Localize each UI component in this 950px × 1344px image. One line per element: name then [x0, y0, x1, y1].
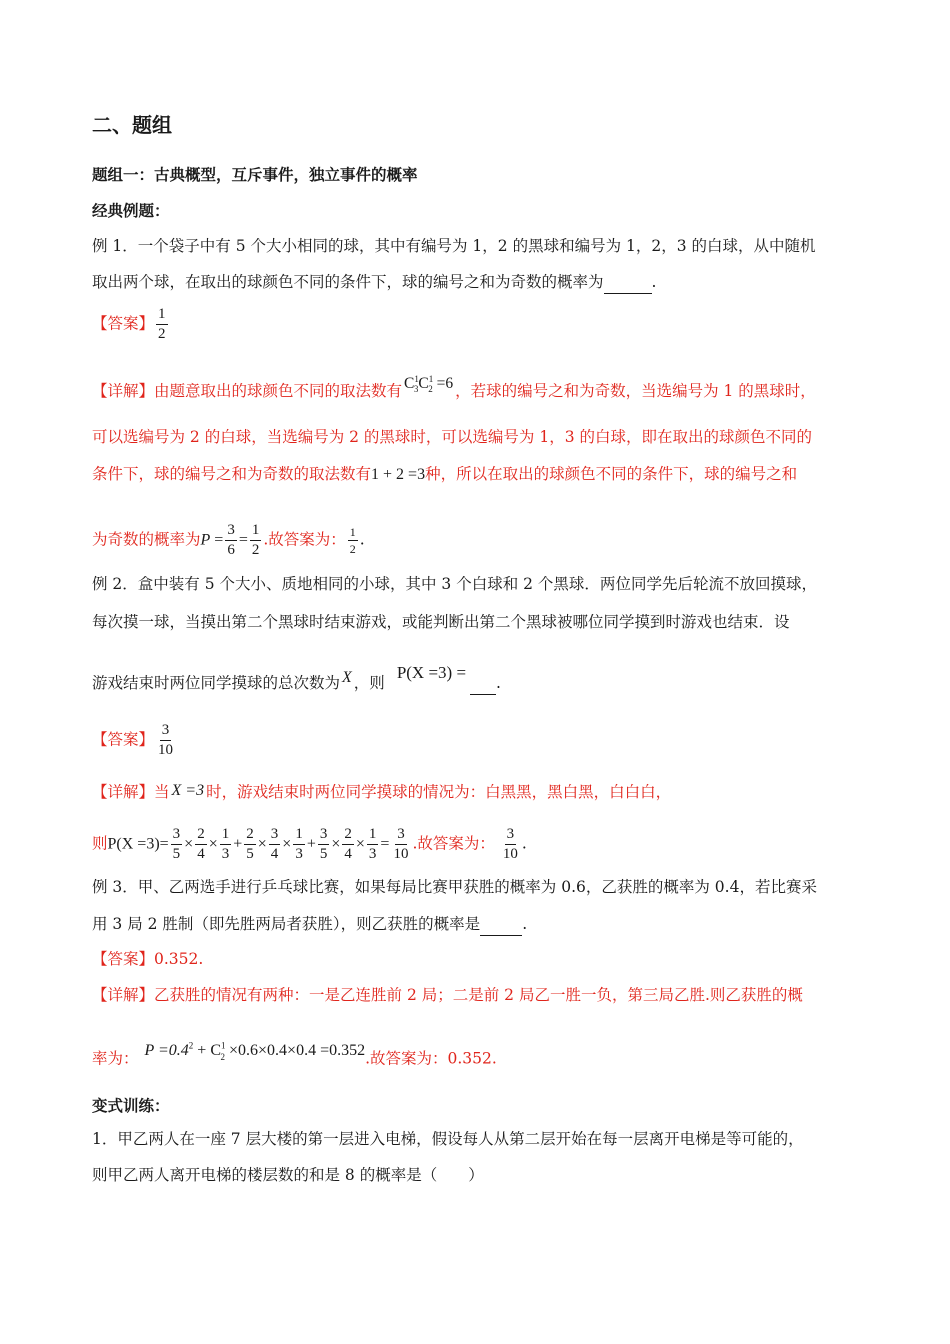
frac-num: 2: [244, 826, 256, 845]
fraction: [501, 826, 520, 863]
ex2-line2: 每次摸一球，当摸出第二个黑球时结束游戏，或能判断出第二个黑球被哪位同学摸到时游戏也结束．设: [92, 613, 790, 631]
detail-text: 为奇数的概率为: [92, 530, 201, 549]
ex2-text: ，则: [353, 674, 385, 692]
frac-num: 2: [342, 826, 354, 845]
frac-den: 4: [344, 846, 352, 862]
ex3-detail-line1: [92, 984, 803, 1006]
frac-den: 10: [502, 846, 518, 862]
ex1-detail-line4: 为奇数的概率为P = $\frac{3}{6}$ = $\frac{1}{2}$ .故答案为： $\frac{1}{2}$ .: [92, 522, 365, 558]
detail-text: 则: [92, 834, 108, 853]
ex3-line2-end: .: [522, 915, 528, 933]
condition-expression: X =3: [171, 782, 205, 799]
answer-blank: [470, 672, 496, 695]
ex1-line2-end: .: [651, 273, 657, 291]
ex2-line1: 例 2．盒中装有 5 个大小、质地相同的小球，其中 3 个白球和 2 个黑球．两位同学先后轮流不放回摸球，: [92, 575, 817, 593]
frac-num: 3: [225, 522, 237, 541]
fraction: [220, 826, 232, 863]
probability-expression: P(X =3) =: [396, 663, 467, 682]
frac-num: 3: [395, 826, 407, 845]
probability-expression: P(X =3)=: [107, 835, 169, 853]
detail-label: 【详解】: [92, 783, 155, 801]
frac-den: 3: [295, 846, 303, 862]
detail-text: 率为：: [92, 1049, 139, 1068]
frac-den: 6: [227, 542, 235, 558]
fraction: [195, 826, 207, 863]
answer-blank: [604, 271, 652, 294]
fraction: [391, 826, 410, 863]
prob-symbol: P: [200, 531, 211, 549]
answer-value: 0.352.: [154, 950, 204, 968]
ex2-answer: [92, 722, 177, 759]
ex3-detail-line2: [92, 1043, 497, 1076]
ex2-answer-fraction: [156, 722, 175, 759]
ex2-end: .: [496, 674, 501, 692]
variant-label: 变式训练：: [92, 1096, 170, 1115]
sum-expression: 1 + 2 =3: [371, 466, 426, 483]
frac-den: 5: [172, 846, 181, 862]
ex2-line3: [92, 663, 501, 695]
fraction: [293, 826, 305, 863]
fraction: [244, 826, 256, 863]
detail-text: 时，游戏结束时两位同学摸球的情况为：白黑黑，黑白黑，白白白，: [206, 783, 672, 801]
fraction: [225, 522, 237, 559]
answer-label: 【答案】: [92, 950, 155, 968]
detail-label: 【详解】: [92, 986, 155, 1004]
section-title: 二、题组: [92, 113, 172, 137]
detail-text: ，若球的编号之和为奇数，当选编号为 1 的黑球时，: [455, 382, 816, 401]
fraction: [171, 826, 183, 863]
frac-den: 2: [158, 326, 166, 342]
ex3-line2: [92, 913, 527, 936]
fraction: [318, 826, 330, 863]
frac-den: 4: [197, 846, 205, 862]
group-title: 题组一：古典概型，互斥事件，独立事件的概率: [92, 165, 418, 184]
detail-text: .故答案为：: [412, 834, 495, 853]
ex3-line1: 例 3．甲、乙两选手进行乒乓球比赛，如果每局比赛甲获胜的概率为 0.6，乙获胜的概率为 0.4，若比赛采: [92, 878, 817, 896]
formula-part: P =0.4: [144, 1042, 189, 1060]
ex2-detail-line2: 则P(X =3)= $\frac{3}{5}$ × $\frac{2}{4}$ × $\frac{1}{3}$ + $\frac{2}{5}$ × $\frac{3}{4}$ × $\frac{1}{3}$ + $\frac{3}{5}$ × $\frac{2}{4}$ × $\frac{1}{3}$ = $\frac{3}{10}$ .故答案为： $\frac{3}{10}$ .: [92, 826, 527, 862]
detail-text: 条件下，球的编号之和为奇数的取法数有: [92, 465, 372, 483]
fraction: [348, 525, 358, 556]
answer-blank: [480, 913, 522, 936]
frac-num: 1: [349, 525, 356, 539]
ex1-line2-text: 取出两个球，在取出的球颜色不同的条件下，球的编号之和为奇数的概率为: [92, 273, 604, 291]
frac-num: 2: [195, 826, 207, 845]
frac-num: 3: [269, 826, 281, 845]
ex1-detail-line2: 可以选编号为 2 的白球，当选编号为 2 的黑球时，可以选编号为 1，3 的白球，即在取出的球颜色不同的: [92, 428, 813, 446]
probability-formula: $P =0.4^2 + C^1_2 \times 0.6\times 0.4\times 0.4 =0.352$: [144, 1041, 366, 1062]
v1-line1: 1．甲乙两人在一座 7 层大楼的第一层进入电梯，假设每人从第二层开始在每一层离开电梯是等可能的，: [92, 1130, 804, 1148]
frac-den: 2: [349, 542, 356, 556]
frac-num: 3: [505, 826, 517, 845]
frac-den: 3: [221, 846, 230, 862]
detail-text: 种，所以在取出的球颜色不同的条件下，球的编号之和: [425, 465, 798, 483]
detail-end: .: [359, 530, 365, 549]
combination-expression: $C^1_3C^1_2 =6$: [404, 374, 454, 395]
frac-num: 3: [318, 826, 330, 845]
fraction: [250, 522, 262, 559]
frac-num: 3: [160, 722, 172, 741]
fraction: [269, 826, 281, 863]
fraction: [367, 826, 379, 863]
frac-den: 4: [270, 846, 279, 862]
combination-result: =6: [436, 375, 454, 393]
detail-text: 由题意取出的球颜色不同的取法数有: [154, 382, 403, 401]
ex1-line1: 例 1．一个袋子中有 5 个大小相同的球，其中有编号为 1，2 的黑球和编号为 1，2，3 的白球，从中随机: [92, 237, 816, 255]
v1-line2: 则甲乙两人离开电梯的楼层数的和是 8 的概率是（ ）: [92, 1166, 484, 1184]
frac-num: 1: [293, 826, 305, 845]
frac-den: 2: [251, 542, 260, 558]
ex2-detail-line1: [92, 781, 671, 804]
answer-label: 【答案】: [92, 314, 155, 333]
frac-den: 5: [319, 846, 328, 862]
ex1-answer-fraction: [156, 306, 168, 343]
detail-text: .故答案为：0.352.: [365, 1049, 497, 1068]
ex1-detail-line1: [92, 376, 816, 408]
ex1-answer: [92, 306, 170, 343]
fraction: [342, 826, 354, 863]
classic-label: 经典例题：: [92, 201, 170, 220]
random-variable: X: [342, 669, 352, 686]
frac-den: 3: [368, 846, 377, 862]
ex2-text: 游戏结束时两位同学摸球的总次数为: [92, 674, 341, 692]
detail-label: 【详解】: [92, 382, 155, 401]
frac-num: 1: [250, 522, 262, 541]
detail-text: .故答案为：: [263, 530, 346, 549]
detail-text: 当: [154, 783, 170, 801]
frac-num: 3: [171, 826, 183, 845]
frac-den: 5: [246, 846, 254, 862]
formula-part: ×0.6×0.4×0.4 =0.352: [229, 1042, 366, 1060]
frac-num: 1: [156, 306, 168, 325]
frac-num: 1: [367, 826, 379, 845]
frac-num: 1: [220, 826, 232, 845]
ex3-line2-text: 用 3 局 2 胜制（即先胜两局者获胜），则乙获胜的概率是: [92, 915, 481, 933]
frac-den: 10: [393, 846, 409, 862]
frac-den: 10: [158, 742, 174, 758]
ex1-detail-line3: [92, 463, 797, 486]
answer-label: 【答案】: [92, 730, 155, 749]
detail-text: 乙获胜的情况有两种：一是乙连胜前 2 局；二是前 2 局乙一胜一负，第三局乙胜.则乙获胜的概: [154, 986, 803, 1004]
ex3-answer: [92, 948, 203, 970]
detail-end: .: [521, 834, 527, 853]
ex1-line2: [92, 271, 656, 294]
